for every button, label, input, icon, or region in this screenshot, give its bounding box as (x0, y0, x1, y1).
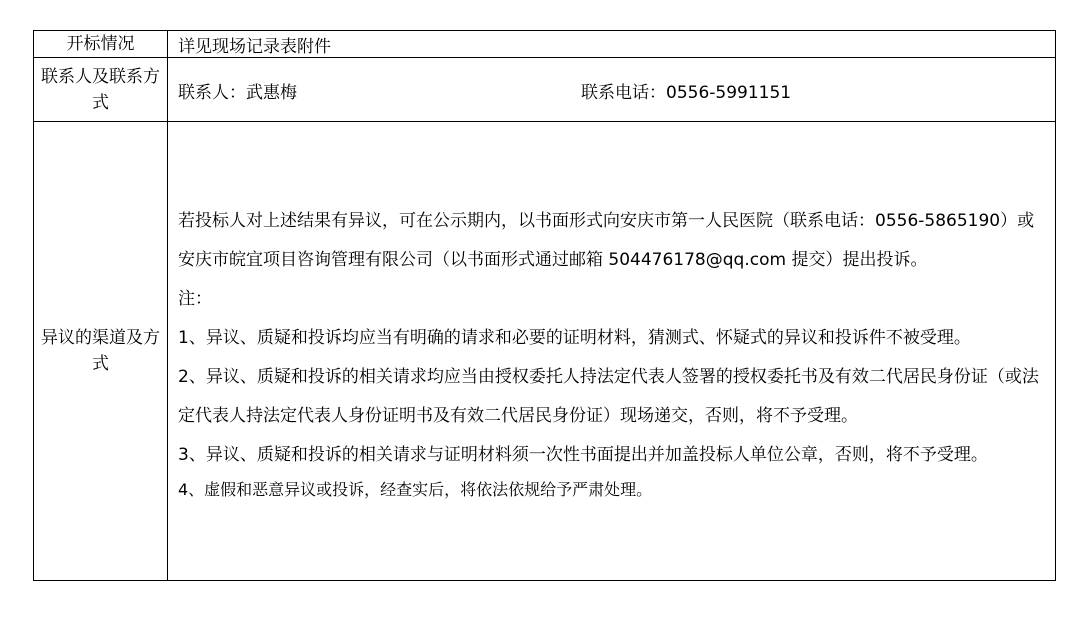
note-item-1: 1、异议、质疑和投诉均应当有明确的请求和必要的证明材料，猜测式、怀疑式的异议和投诉件不被受理。 (178, 327, 971, 348)
note-item-3: 3、异议、质疑和投诉的相关请求与证明材料须一次性书面提出并加盖投标人单位公章，否则，将不予受理。 (178, 444, 988, 465)
bid-opening-label: 开标情况 (34, 31, 168, 58)
announcement-table (33, 30, 1056, 581)
contact-cell (168, 58, 1056, 122)
objection-cell (168, 122, 1056, 581)
contact-person: 联系人：武惠梅 (178, 83, 297, 103)
objection-label: 异议的渠道及方式 (34, 122, 168, 581)
note-title: 注： (178, 288, 212, 309)
contact-label: 联系人及联系方式 (34, 58, 168, 122)
table-row-objection (34, 122, 1056, 581)
bid-opening-value: 详见现场记录表附件 (168, 31, 1056, 58)
note-item-2: 2、异议、质疑和投诉的相关请求均应当由授权委托人持法定代表人签署的授权委托书及有效二代居民身份证（或法定代表人持法定代表人身份证明书及有效二代居民身份证）现场递交，否则，将不予受理。 (178, 366, 1039, 426)
table-row-bid-opening (34, 31, 1056, 58)
objection-intro: 若投标人对上述结果有异议，可在公示期内，以书面形式向安庆市第一人民医院（联系电话：0556-5865190）或安庆市皖宜项目咨询管理有限公司（以书面形式通过邮箱 504476178@qq.com 提交）提出投诉。 (178, 210, 1035, 270)
contact-phone: 联系电话：0556-5991151 (581, 83, 792, 103)
table-row-contact (34, 58, 1056, 122)
note-item-4: 4、虚假和恶意异议或投诉，经查实后，将依法依规给予严肃处理。 (178, 479, 653, 499)
